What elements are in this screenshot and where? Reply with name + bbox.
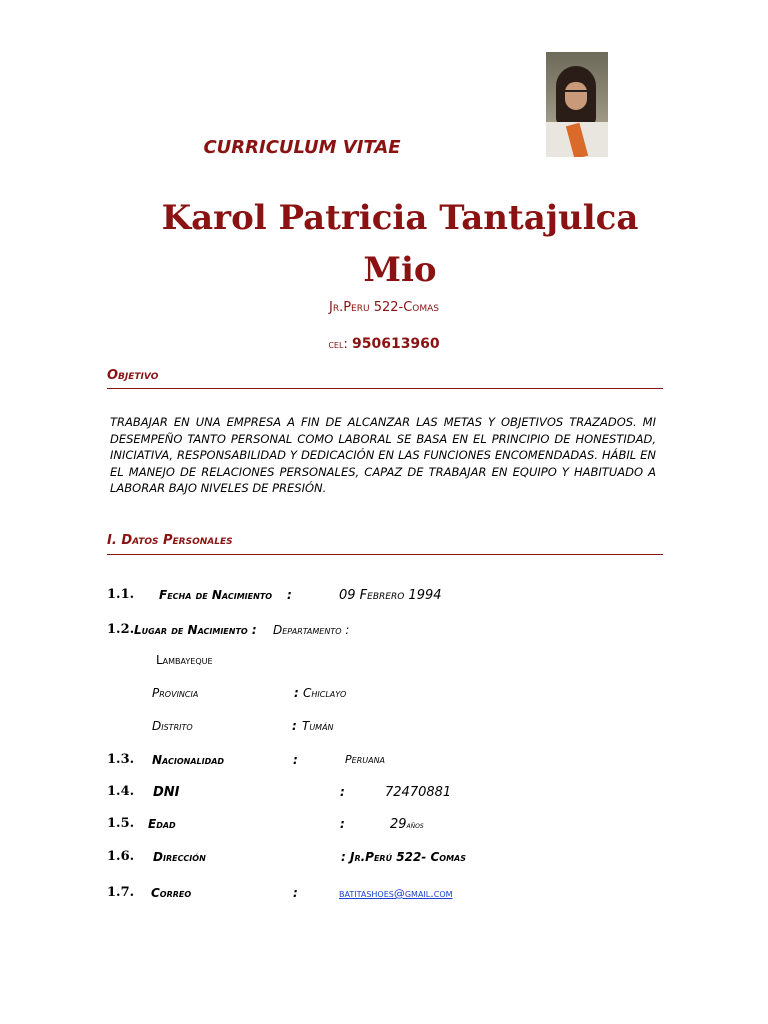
district-label: Distrito <box>152 719 193 733</box>
name-line-2: Mio <box>363 250 437 290</box>
province-colon: : <box>294 686 299 700</box>
full-name <box>100 192 700 296</box>
dni-num: 1.4. <box>107 784 135 799</box>
nationality-value: Peruana <box>345 753 386 766</box>
age-number: 29 <box>390 817 407 832</box>
province-value: Chiclayo <box>303 686 347 700</box>
age-unit: años <box>406 821 424 831</box>
cv-heading: CURRICULUM VITAE <box>203 137 401 158</box>
age-label: Edad <box>148 817 176 831</box>
email-label: Correo <box>151 886 192 900</box>
birthdate-label: Fecha de Nacimiento <box>159 588 273 602</box>
birthplace-num: 1.2. <box>107 622 135 637</box>
personal-title-num: I. <box>107 533 117 548</box>
email-colon: : <box>293 886 298 900</box>
name-line-1: Karol Patricia Tantajulca <box>161 198 639 238</box>
header-address: Jr.Peru 522-Comas <box>328 300 440 315</box>
address-value: : Jr.Perú 522- Comas <box>341 850 466 864</box>
email-link[interactable]: batitashoes@gmail.com <box>339 887 453 900</box>
age-num: 1.5. <box>107 816 135 831</box>
age-value <box>390 817 424 832</box>
province-label: Provincia <box>152 686 199 700</box>
age-colon: : <box>340 817 345 831</box>
nationality-num: 1.3. <box>107 752 135 767</box>
phone-label: cel <box>328 337 344 351</box>
department-value: Lambayeque <box>156 653 213 667</box>
dni-label: DNI <box>153 785 180 800</box>
header-phone <box>0 336 768 352</box>
phone-sep: : <box>343 337 348 352</box>
district-colon: : <box>292 719 297 733</box>
birthdate-value: 09 Febrero 1994 <box>339 588 442 603</box>
birthplace-label: Lugar de Nacimiento : <box>134 623 257 637</box>
address-num: 1.6. <box>107 849 135 864</box>
address-label: Dirección <box>153 850 206 864</box>
personal-divider <box>107 554 663 555</box>
birthdate-num: 1.1. <box>107 587 135 602</box>
objective-title: Objetivo <box>107 368 159 383</box>
nationality-label: Nacionalidad <box>152 753 225 767</box>
personal-title-text: Datos Personales <box>121 533 233 548</box>
district-value: Tumán <box>302 719 334 733</box>
objective-divider <box>107 388 663 389</box>
phone-number: 950613960 <box>351 336 440 352</box>
department-label: Departamento : <box>273 623 350 637</box>
objective-text: TRABAJAR EN UNA EMPRESA A FIN DE ALCANZAR LAS METAS Y OBJETIVOS TRAZADOS. MI DESEMPEÑO TANTO PERSONAL COMO LABORAL SE BASA EN EL PRINCIPIO DE HONESTIDAD, INICIATIVA, RESPONSABILIDAD Y DEDICACIÓN EN LAS FUNCIONES ENCOMENDADAS. HÁBIL EN EL MANEJO DE RELACIONES PERSONALES, CAPAZ DE TRABAJAR EN EQUIPO Y HABITUADO A LABORAR BAJO NIVELES DE PRESIÓN. <box>110 415 656 495</box>
dni-colon: : <box>340 785 345 799</box>
email-num: 1.7. <box>107 885 135 900</box>
nationality-colon: : <box>293 753 298 767</box>
dni-value: 72470881 <box>385 785 452 800</box>
personal-title <box>107 533 233 548</box>
birthdate-colon: : <box>287 588 292 602</box>
